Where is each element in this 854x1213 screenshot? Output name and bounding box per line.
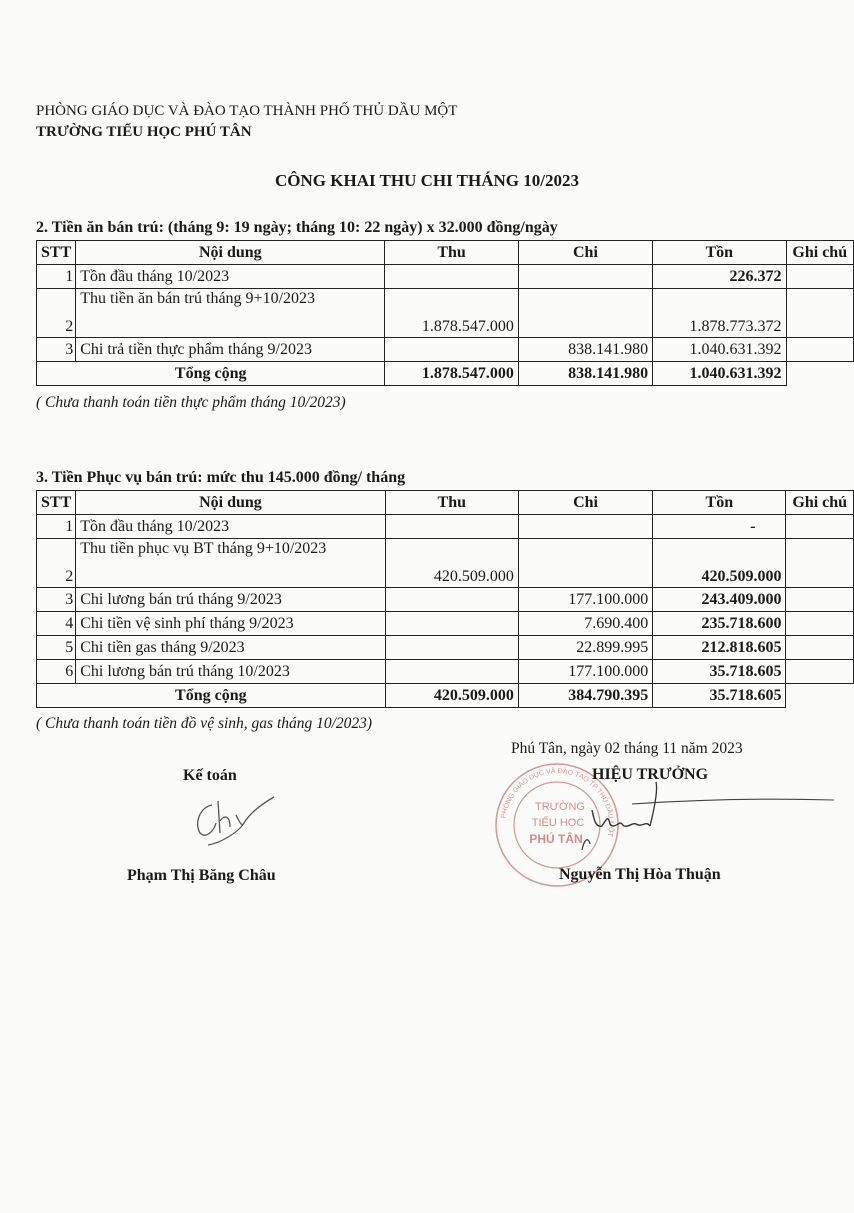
table-row: [37, 660, 854, 684]
principal-title: HIỆU TRƯỞNG: [592, 766, 709, 783]
principal-name: Nguyễn Thị Hòa Thuận: [559, 866, 721, 883]
section3-heading: 3. Tiền Phục vụ bán trú: mức thu 145.000 đồng/ tháng: [36, 469, 406, 486]
row-content: Chi tiền vệ sinh phí tháng 9/2023: [76, 612, 385, 636]
col-header-note: Ghi chú: [786, 491, 854, 515]
row-chi: [518, 265, 652, 289]
row-content: Thu tiền phục vụ BT tháng 9+10/2023: [76, 539, 385, 588]
col-header-chi: Chi: [518, 241, 652, 265]
total-ton: 1.040.631.392: [653, 362, 786, 386]
row-thu: [385, 338, 518, 362]
row-thu: 420.509.000: [385, 539, 518, 588]
stamp-ring-text: PHÒNG GIÁO DỤC VÀ ĐÀO TẠO TP THỦ DẦU MỘT: [500, 767, 615, 838]
row-content: Chi lương bán trú tháng 10/2023: [76, 660, 385, 684]
row-content: Chi trả tiền thực phẩm tháng 9/2023: [76, 338, 385, 362]
row-ton: -: [653, 515, 786, 539]
row-thu: [385, 515, 518, 539]
total-row: [37, 684, 854, 708]
table-row: [37, 338, 854, 362]
stamp-line1: TRƯỜNG: [535, 801, 585, 813]
col-header-stt: STT: [37, 491, 76, 515]
row-content: Chi tiền gas tháng 9/2023: [76, 636, 385, 660]
row-note: [786, 265, 853, 289]
total-thu: 420.509.000: [385, 684, 518, 708]
table-row: [37, 539, 854, 588]
row-chi: 177.100.000: [518, 588, 652, 612]
total-chi: 384.790.395: [518, 684, 652, 708]
row-content: Tồn đầu tháng 10/2023: [76, 515, 385, 539]
row-content: Tồn đầu tháng 10/2023: [76, 265, 385, 289]
row-stt: 2: [37, 289, 76, 338]
total-thu: 1.878.547.000: [385, 362, 518, 386]
table-header-row: [37, 491, 854, 515]
row-stt: 3: [37, 338, 76, 362]
row-thu: [385, 265, 518, 289]
table-row: [37, 515, 854, 539]
table-row: [37, 588, 854, 612]
section2-note: ( Chưa thanh toán tiền thực phẩm tháng 10/2023): [36, 394, 346, 411]
total-note: [786, 362, 853, 386]
table-row: [37, 636, 854, 660]
row-thu: [385, 612, 518, 636]
document-title: CÔNG KHAI THU CHI THÁNG 10/2023: [275, 171, 579, 190]
col-header-content: Nội dung: [76, 241, 385, 265]
col-header-note: Ghi chú: [786, 241, 853, 265]
row-chi: 838.141.980: [518, 338, 652, 362]
department-name: PHÒNG GIÁO DỤC VÀ ĐÀO TẠO THÀNH PHỐ THỦ DẦU MỘT: [36, 103, 458, 119]
accountant-title: Kế toán: [183, 767, 237, 784]
principal-signature: [572, 780, 842, 870]
school-name: TRƯỜNG TIỂU HỌC PHÚ TÂN: [36, 124, 252, 140]
table-row: [37, 289, 854, 338]
row-stt: 6: [37, 660, 76, 684]
col-header-chi: Chi: [518, 491, 652, 515]
row-stt: 2: [37, 539, 76, 588]
row-note: [786, 612, 854, 636]
row-thu: [385, 588, 518, 612]
row-ton: 420.509.000: [653, 539, 786, 588]
col-header-ton: Tồn: [653, 241, 786, 265]
section2-heading: 2. Tiền ăn bán trú: (tháng 9: 19 ngày; tháng 10: 22 ngày) x 32.000 đồng/ngày: [36, 219, 558, 236]
row-stt: 3: [37, 588, 76, 612]
row-chi: [518, 539, 652, 588]
row-ton: 226.372: [653, 265, 786, 289]
row-note: [786, 539, 854, 588]
row-ton: 1.878.773.372: [653, 289, 786, 338]
row-stt: 5: [37, 636, 76, 660]
stamp-line2: TIỂU HỌC: [531, 817, 585, 829]
row-thu: [385, 636, 518, 660]
row-content: Chi lương bán trú tháng 9/2023: [76, 588, 385, 612]
row-thu: [385, 660, 518, 684]
row-note: [786, 338, 853, 362]
col-header-stt: STT: [37, 241, 76, 265]
total-label: Tổng cộng: [37, 684, 386, 708]
table-row: [37, 612, 854, 636]
row-ton: 243.409.000: [653, 588, 786, 612]
row-stt: 1: [37, 265, 76, 289]
section2-table: [36, 240, 854, 386]
row-note: [786, 289, 853, 338]
col-header-ton: Tồn: [653, 491, 786, 515]
row-note: [786, 588, 854, 612]
place-date: Phú Tân, ngày 02 tháng 11 năm 2023: [511, 740, 743, 757]
row-stt: 1: [37, 515, 76, 539]
row-note: [786, 636, 854, 660]
row-ton: 235.718.600: [653, 612, 786, 636]
row-note: [786, 660, 854, 684]
accountant-name: Phạm Thị Băng Châu: [127, 867, 276, 884]
table-row: [37, 265, 854, 289]
row-stt: 4: [37, 612, 76, 636]
section3-table: [36, 490, 854, 708]
total-ton: 35.718.605: [653, 684, 786, 708]
col-header-thu: Thu: [385, 241, 518, 265]
row-thu: 1.878.547.000: [385, 289, 518, 338]
row-chi: 177.100.000: [518, 660, 652, 684]
row-ton: 35.718.605: [653, 660, 786, 684]
stamp-line3: PHÚ TÂN: [529, 832, 583, 846]
row-chi: [518, 289, 652, 338]
row-note: [786, 515, 854, 539]
section3-note: ( Chưa thanh toán tiền đồ vệ sinh, gas tháng 10/2023): [36, 715, 373, 732]
total-note: [786, 684, 854, 708]
col-header-content: Nội dung: [76, 491, 385, 515]
row-ton: 1.040.631.392: [653, 338, 786, 362]
total-row: [37, 362, 854, 386]
col-header-thu: Thu: [385, 491, 518, 515]
row-chi: 7.690.400: [518, 612, 652, 636]
row-content: Thu tiền ăn bán trú tháng 9+10/2023: [76, 289, 385, 338]
row-chi: [518, 515, 652, 539]
table-header-row: [37, 241, 854, 265]
accountant-signature: [190, 793, 280, 848]
row-chi: 22.899.995: [518, 636, 652, 660]
row-ton: 212.818.605: [653, 636, 786, 660]
total-label: Tổng cộng: [37, 362, 385, 386]
total-chi: 838.141.980: [518, 362, 652, 386]
